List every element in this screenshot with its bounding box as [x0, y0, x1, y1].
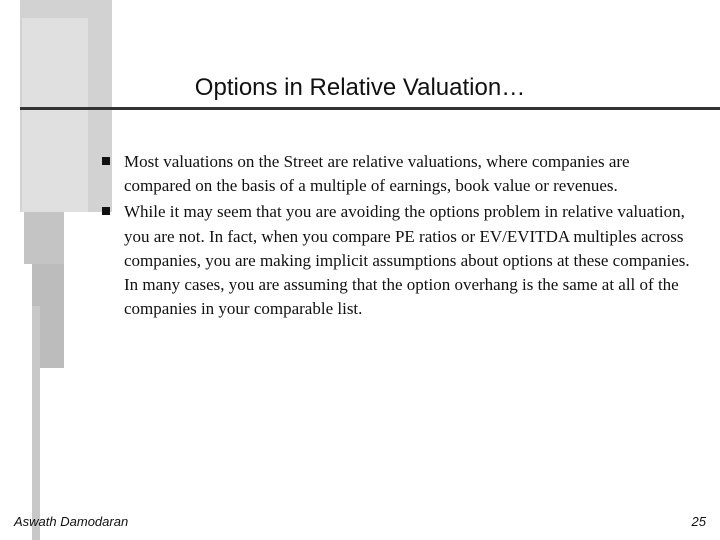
- bullet-list: [98, 150, 698, 323]
- square-bullet-icon: [102, 157, 110, 165]
- decorative-bar: [22, 18, 88, 212]
- square-bullet-icon: [102, 207, 110, 215]
- bullet-text: Most valuations on the Street are relative valuations, where companies are compared on the basis of a multiple of earnings, book value or revenues.: [124, 152, 630, 196]
- slide-title: Options in Relative Valuation…: [194, 74, 526, 101]
- page-number: 25: [691, 514, 706, 529]
- bullet-item: [98, 200, 698, 321]
- bullet-item: [98, 150, 698, 198]
- decorative-bar: [32, 306, 40, 540]
- footer-author: Aswath Damodaran: [14, 514, 129, 529]
- bullet-text: While it may seem that you are avoiding the options problem in relative valuation, you are not. In fact, when you compare PE ratios or EV/EVITDA multiples across companies, you are making implicit assumptions about options at these companies. In many cases, you are assuming that the option overhang is the same at all of the companies in your comparable list.: [124, 202, 690, 319]
- title-divider: [20, 107, 720, 110]
- decorative-bar: [24, 212, 64, 264]
